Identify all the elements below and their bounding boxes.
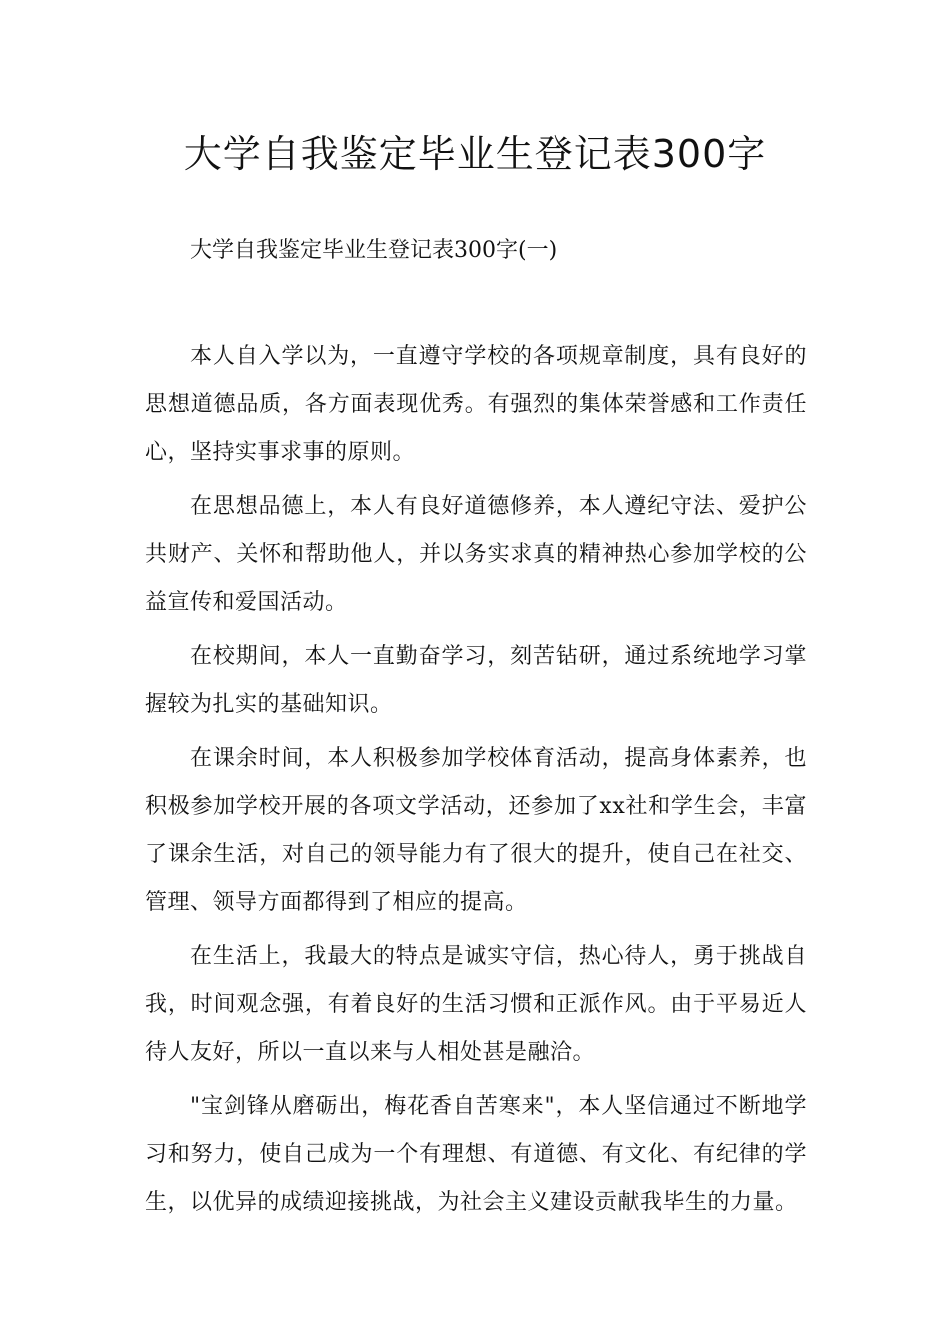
document-title: 大学自我鉴定毕业生登记表300字 [183,132,767,176]
paragraph-5: 在生活上，我最大的特点是诚实守信，热心待人，勇于挑战自我，时间观念强，有着良好的生活习惯和正派作风。由于平易近人待人友好，所以一直以来与人相处甚是融洽。 [145,944,807,1065]
paragraph-4: 在课余时间，本人积极参加学校体育活动，提高身体素养，也积极参加学校开展的各项文学活动，还参加了xx社和学生会，丰富了课余生活，对自己的领导能力有了很大的提升，使自己在社交、管理、领导方面都得到了相应的提高。 [145,746,807,915]
document-body [145,333,807,1233]
paragraph-2: 在思想品德上，本人有良好道德修养，本人遵纪守法、爱护公共财产、关怀和帮助他人，并以务实求真的精神热心参加学校的公益宣传和爱国活动。 [145,494,807,615]
paragraph-1: 本人自入学以为，一直遵守学校的各项规章制度，具有良好的思想道德品质，各方面表现优秀。有强烈的集体荣誉感和工作责任心，坚持实事求事的原则。 [145,344,807,465]
document-subtitle: 大学自我鉴定毕业生登记表300字(一) [190,238,558,263]
paragraph-3: 在校期间，本人一直勤奋学习，刻苦钻研，通过系统地学习掌握较为扎实的基础知识。 [145,644,807,717]
paragraph-6: "宝剑锋从磨砺出，梅花香自苦寒来"，本人坚信通过不断地学习和努力，使自己成为一个有理想、有道德、有文化、有纪律的学生，以优异的成绩迎接挑战，为社会主义建设贡献我毕生的力量。 [145,1094,807,1215]
